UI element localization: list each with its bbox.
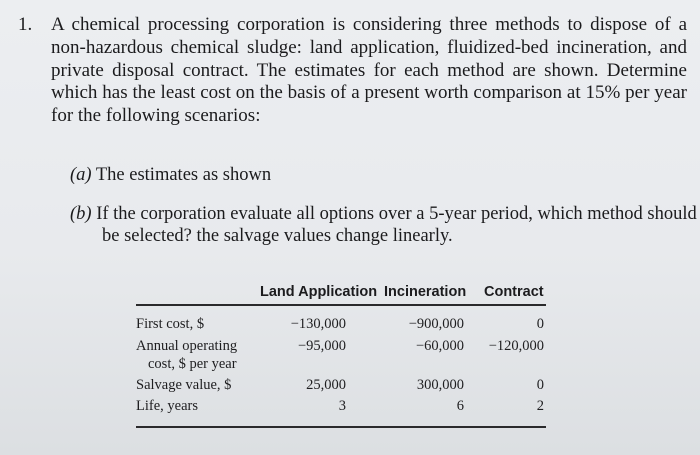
row-label-salvage-value: Salvage value, $ [136, 377, 232, 393]
table-bottom-rule [136, 426, 546, 428]
cell-life-incineration: 6 [456, 398, 464, 414]
cell-salvage-land: 25,000 [306, 377, 346, 393]
header-incineration: Incineration [384, 284, 467, 300]
part-b-text-line1: If the corporation evaluate all options over a 5-year period, which method should [96, 204, 697, 224]
cell-first-cost-contract: 0 [536, 316, 544, 332]
estimates-table [134, 282, 546, 432]
cell-life-contract: 2 [536, 398, 544, 414]
part-a [70, 164, 670, 186]
cell-annual-operating-land: −95,000 [297, 338, 346, 354]
part-a-text: The estimates as shown [95, 165, 272, 185]
header-contract: Contract [484, 284, 544, 300]
row-label-annual-operating: Annual operating [136, 338, 238, 354]
row-label-first-cost: First cost, $ [136, 316, 205, 332]
cell-annual-operating-contract: −120,000 [488, 338, 544, 354]
cell-life-land: 3 [338, 398, 346, 414]
part-b-label: (b) [70, 204, 92, 224]
part-a-label: (a) [70, 165, 92, 185]
problem-statement: A chemical processing corporation is considering three methods to dispose of a non-hazardous chemical sludge: land application, fluidized-bed incineration, and private disposal contract. The estimates for each method are shown. Determine which has the least cost on the basis of a present worth comparison at 15% per year for the following scenarios: [51, 14, 687, 127]
question-number: 1. [18, 14, 33, 35]
table-top-rule [136, 304, 546, 306]
row-label-life: Life, years [136, 398, 198, 414]
cell-salvage-incineration: 300,000 [416, 377, 464, 393]
cell-first-cost-land: −130,000 [290, 316, 346, 332]
part-b-text-line2: be selected? the salvage values change linearly. [102, 226, 453, 246]
cell-salvage-contract: 0 [536, 377, 544, 393]
cell-first-cost-incineration: −900,000 [408, 316, 464, 332]
row-label-annual-operating-cont: cost, $ per year [148, 356, 237, 372]
part-b [70, 203, 700, 247]
header-land-application: Land Application [260, 284, 378, 300]
cell-annual-operating-incineration: −60,000 [415, 338, 464, 354]
